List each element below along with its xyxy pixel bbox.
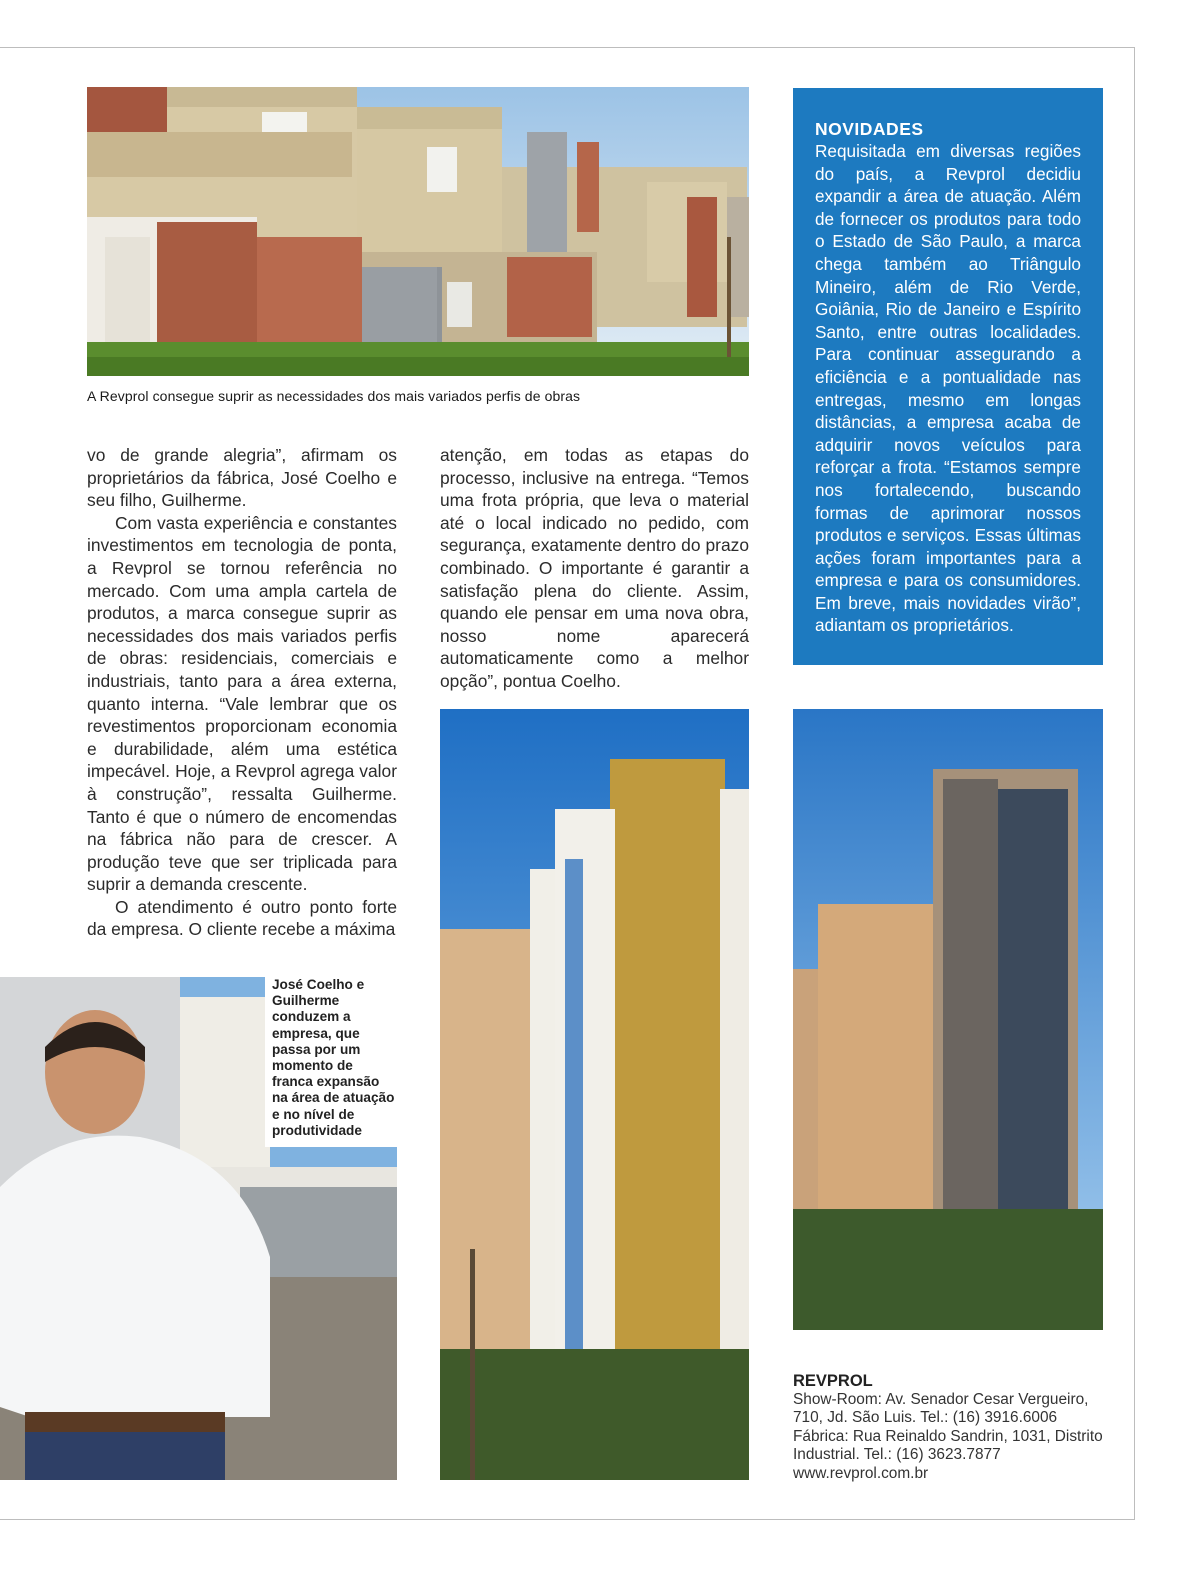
news-box-title: NOVIDADES [815, 119, 924, 139]
article-column-1 [87, 444, 397, 941]
portrait-caption: José Coelho e Guilherme conduzem a empresa, que passa por um momento de franca expansão na área de atuação e no nível de produtividade [265, 977, 397, 1147]
news-box [793, 88, 1103, 665]
frame-top-line [0, 47, 1135, 48]
col2-paragraph-1: atenção, em todas as etapas do processo, inclusive na entrega. “Temos uma frota própria, que leva o material até o local indicado no pedido, com segurança, exatamente dentro do prazo combinado. O importante é garantir a satisfação plena do cliente. Assim, quando ele pensar em uma nova obra, nosso nome aparecerá automaticamente como a melhor opção”, pontua Coelho. [440, 445, 749, 691]
contact-showroom: Show-Room: Av. Senador Cesar Vergueiro, 710, Jd. São Luis. Tel.: (16) 3916.6006 [793, 1390, 1089, 1427]
contact-website-link[interactable]: www.revprol.com.br [793, 1464, 929, 1482]
tower-photo-1 [440, 709, 749, 1480]
frame-right-line [1134, 47, 1135, 1520]
townhouses-photo [87, 87, 749, 376]
contact-block [793, 1372, 1113, 1484]
contact-factory: Fábrica: Rua Reinaldo Sandrin, 1031, Distrito Industrial. Tel.: (16) 3623.7877 [793, 1427, 1103, 1464]
col1-paragraph-2: Com vasta experiência e constantes investimentos em tecnologia de ponta, a Revprol se tornou referência no mercado. Com uma ampla cartela de produtos, a marca consegue suprir as necessidades dos mais variados perfis de obras: residenciais, comerciais e industriais, tanto para a área externa, quanto interna. “Vale lembrar que os revestimentos proporcionam economia e durabilidade, além uma estética impecável. Hoje, a Revprol agrega valor à construção”, ressalta Guilherme. Tanto é que o número de encomendas na fábrica não para de crescer. A produção teve que ser triplicada para suprir a demanda crescente. [87, 512, 397, 895]
article-column-2 [440, 444, 749, 693]
news-box-text: Requisitada em diversas regiões do país, a Revprol decidiu expandir a área de atuação. Além de fornecer os produtos para todo o Estado de São Paulo, a marca chega também ao Triângulo Mineiro, além de Rio Verde, Goiânia, Rio de Janeiro e Espírito Santo, entre outras localidades. Para continuar assegurando a eficiência e a pontualidade nas entregas, mesmo em longas distâncias, a empresa acaba de adquirir novos veículos para reforçar a frota. “Estamos sempre nos fortalecendo, buscando formas de aprimorar nossos produtos e serviços. Essas últimas ações foram importantes para a empresa e para os consumidores. Em breve, mais novidades virão”, adiantam os proprietários. [815, 141, 1081, 636]
tower-photo-2 [793, 709, 1103, 1330]
contact-company-name: REVPROL [793, 1372, 873, 1390]
frame-bottom-line [0, 1519, 1135, 1520]
col1-paragraph-3: O atendimento é outro ponto forte da empresa. O cliente recebe a máxima [87, 896, 397, 940]
col1-paragraph-1: vo de grande alegria”, afirmam os proprietários da fábrica, José Coelho e seu filho, Guilherme. [87, 445, 397, 511]
top-photo-caption: A Revprol consegue suprir as necessidades dos mais variados perfis de obras [87, 388, 581, 404]
